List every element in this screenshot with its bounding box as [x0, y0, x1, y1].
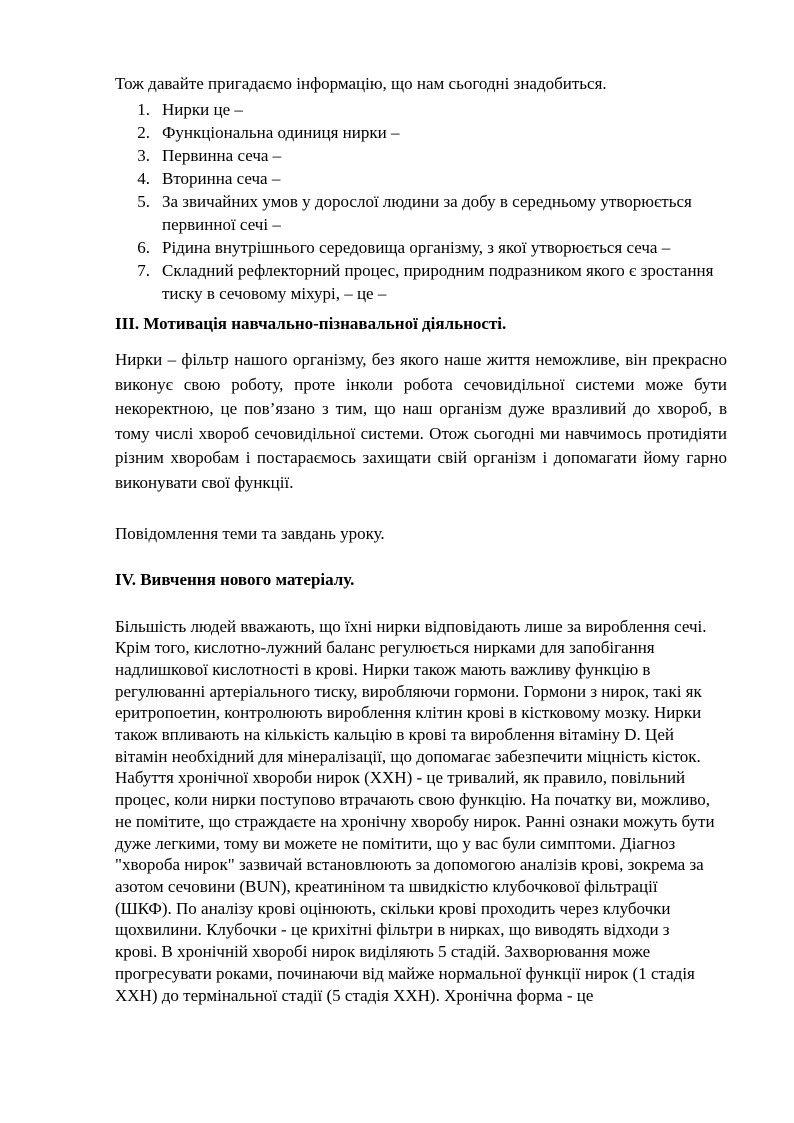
questions-list	[115, 98, 727, 305]
list-item-number: 5.	[137, 192, 150, 211]
list-item-text: Нирки це –	[162, 100, 243, 119]
list-item-text: Складний рефлекторний процес, природним подразником якого є зростання тиску в сечовому міхурі, – це –	[162, 261, 714, 303]
list-item	[115, 236, 727, 259]
document-page	[115, 72, 727, 1006]
list-item-text: Рідина внутрішнього середовища організму, з якої утворюється сеча –	[162, 238, 671, 257]
list-item-number: 2.	[137, 123, 150, 142]
list-item-number: 7.	[137, 261, 150, 280]
list-item	[115, 98, 727, 121]
list-item	[115, 259, 727, 305]
list-item-text: Функціональна одиниця нирки –	[162, 123, 400, 142]
list-item	[115, 121, 727, 144]
list-item-text: Вторинна сеча –	[162, 169, 281, 188]
section-heading-motivation: ІІІ. Мотивація навчально-пізнавальної діяльності.	[115, 314, 507, 333]
motivation-paragraph: Нирки – фільтр нашого організму, без якого наше життя неможливе, він прекрасно виконує свою роботу, проте інколи робота сечовидільної системи може бути некоректною, це пов’язано з тим, що наш організм дуже вразливий до хвороб, в тому числі хвороб сечовидільної системи. Отож сьогодні ми навчимось протидіяти різним хворобам і постараємось захищати свій організм і допомагати йому гарно виконувати свої функції.	[115, 350, 727, 492]
intro-text: Тож давайте пригадаємо інформацію, що нам сьогодні знадобиться.	[115, 74, 607, 93]
list-item	[115, 167, 727, 190]
list-item-number: 4.	[137, 169, 150, 188]
list-item	[115, 144, 727, 167]
list-item-text: Первинна сеча –	[162, 146, 282, 165]
new-material-paragraph: Більшість людей вважають, що їхні нирки відповідають лише за вироблення сечі. Крім того, кислотно-лужний баланс регулюється нирками для запобігання надлишкової кислотності в крові. Нирки також мають важливу функцію в регулюванні артеріального тиску, виробляючи гормони. Гормони з нирок, такі як еритропоетин, контролюють вироблення клітин крові в кістковому мозку. Нирки також впливають на кількість кальцію в крові та вироблення вітаміну D. Цей вітамін необхідний для мінералізації, що допомагає забезпечити міцність кісток. Набуття хронічної хвороби нирок (ХХН) - це тривалий, як правило, повільний процес, коли нирки поступово втрачають свою функцію. На початку ви, можливо, не помітите, що страждаєте на хронічну хворобу нирок. Ранні ознаки можуть бути дуже легкими, тому ви можете не помітити, що у вас були симптоми. Діагноз "хвороба нирок" зазвичай встановлюють за допомогою аналізів крові, зокрема за азотом сечовини (BUN), креатиніном та швидкістю клубочкової фільтрації (ШКФ). По аналізу крові оцінюють, скільки крові проходить через клубочки щохвилини. Клубочки - це крихітні фільтри в нирках, що виводять відходи з крові. В хронічній хворобі нирок виділяють 5 стадій. Захворювання може прогресувати роками, починаючи від майже нормальної функції нирок (1 стадія ХХН) до термінальної стадії (5 стадія ХХН). Хронічна форма - це	[115, 616, 715, 1005]
topic-announcement: Повідомлення теми та завдань уроку.	[115, 523, 385, 543]
list-item-number: 3.	[137, 146, 150, 165]
section-heading-new-material: ІV. Вивчення нового матеріалу.	[115, 569, 355, 589]
list-item-text: За звичайних умов у дорослої людини за добу в середньому утворюється первинної сечі –	[162, 192, 692, 234]
list-item-number: 6.	[137, 238, 150, 257]
list-item	[115, 190, 727, 236]
list-item-number: 1.	[137, 100, 150, 119]
